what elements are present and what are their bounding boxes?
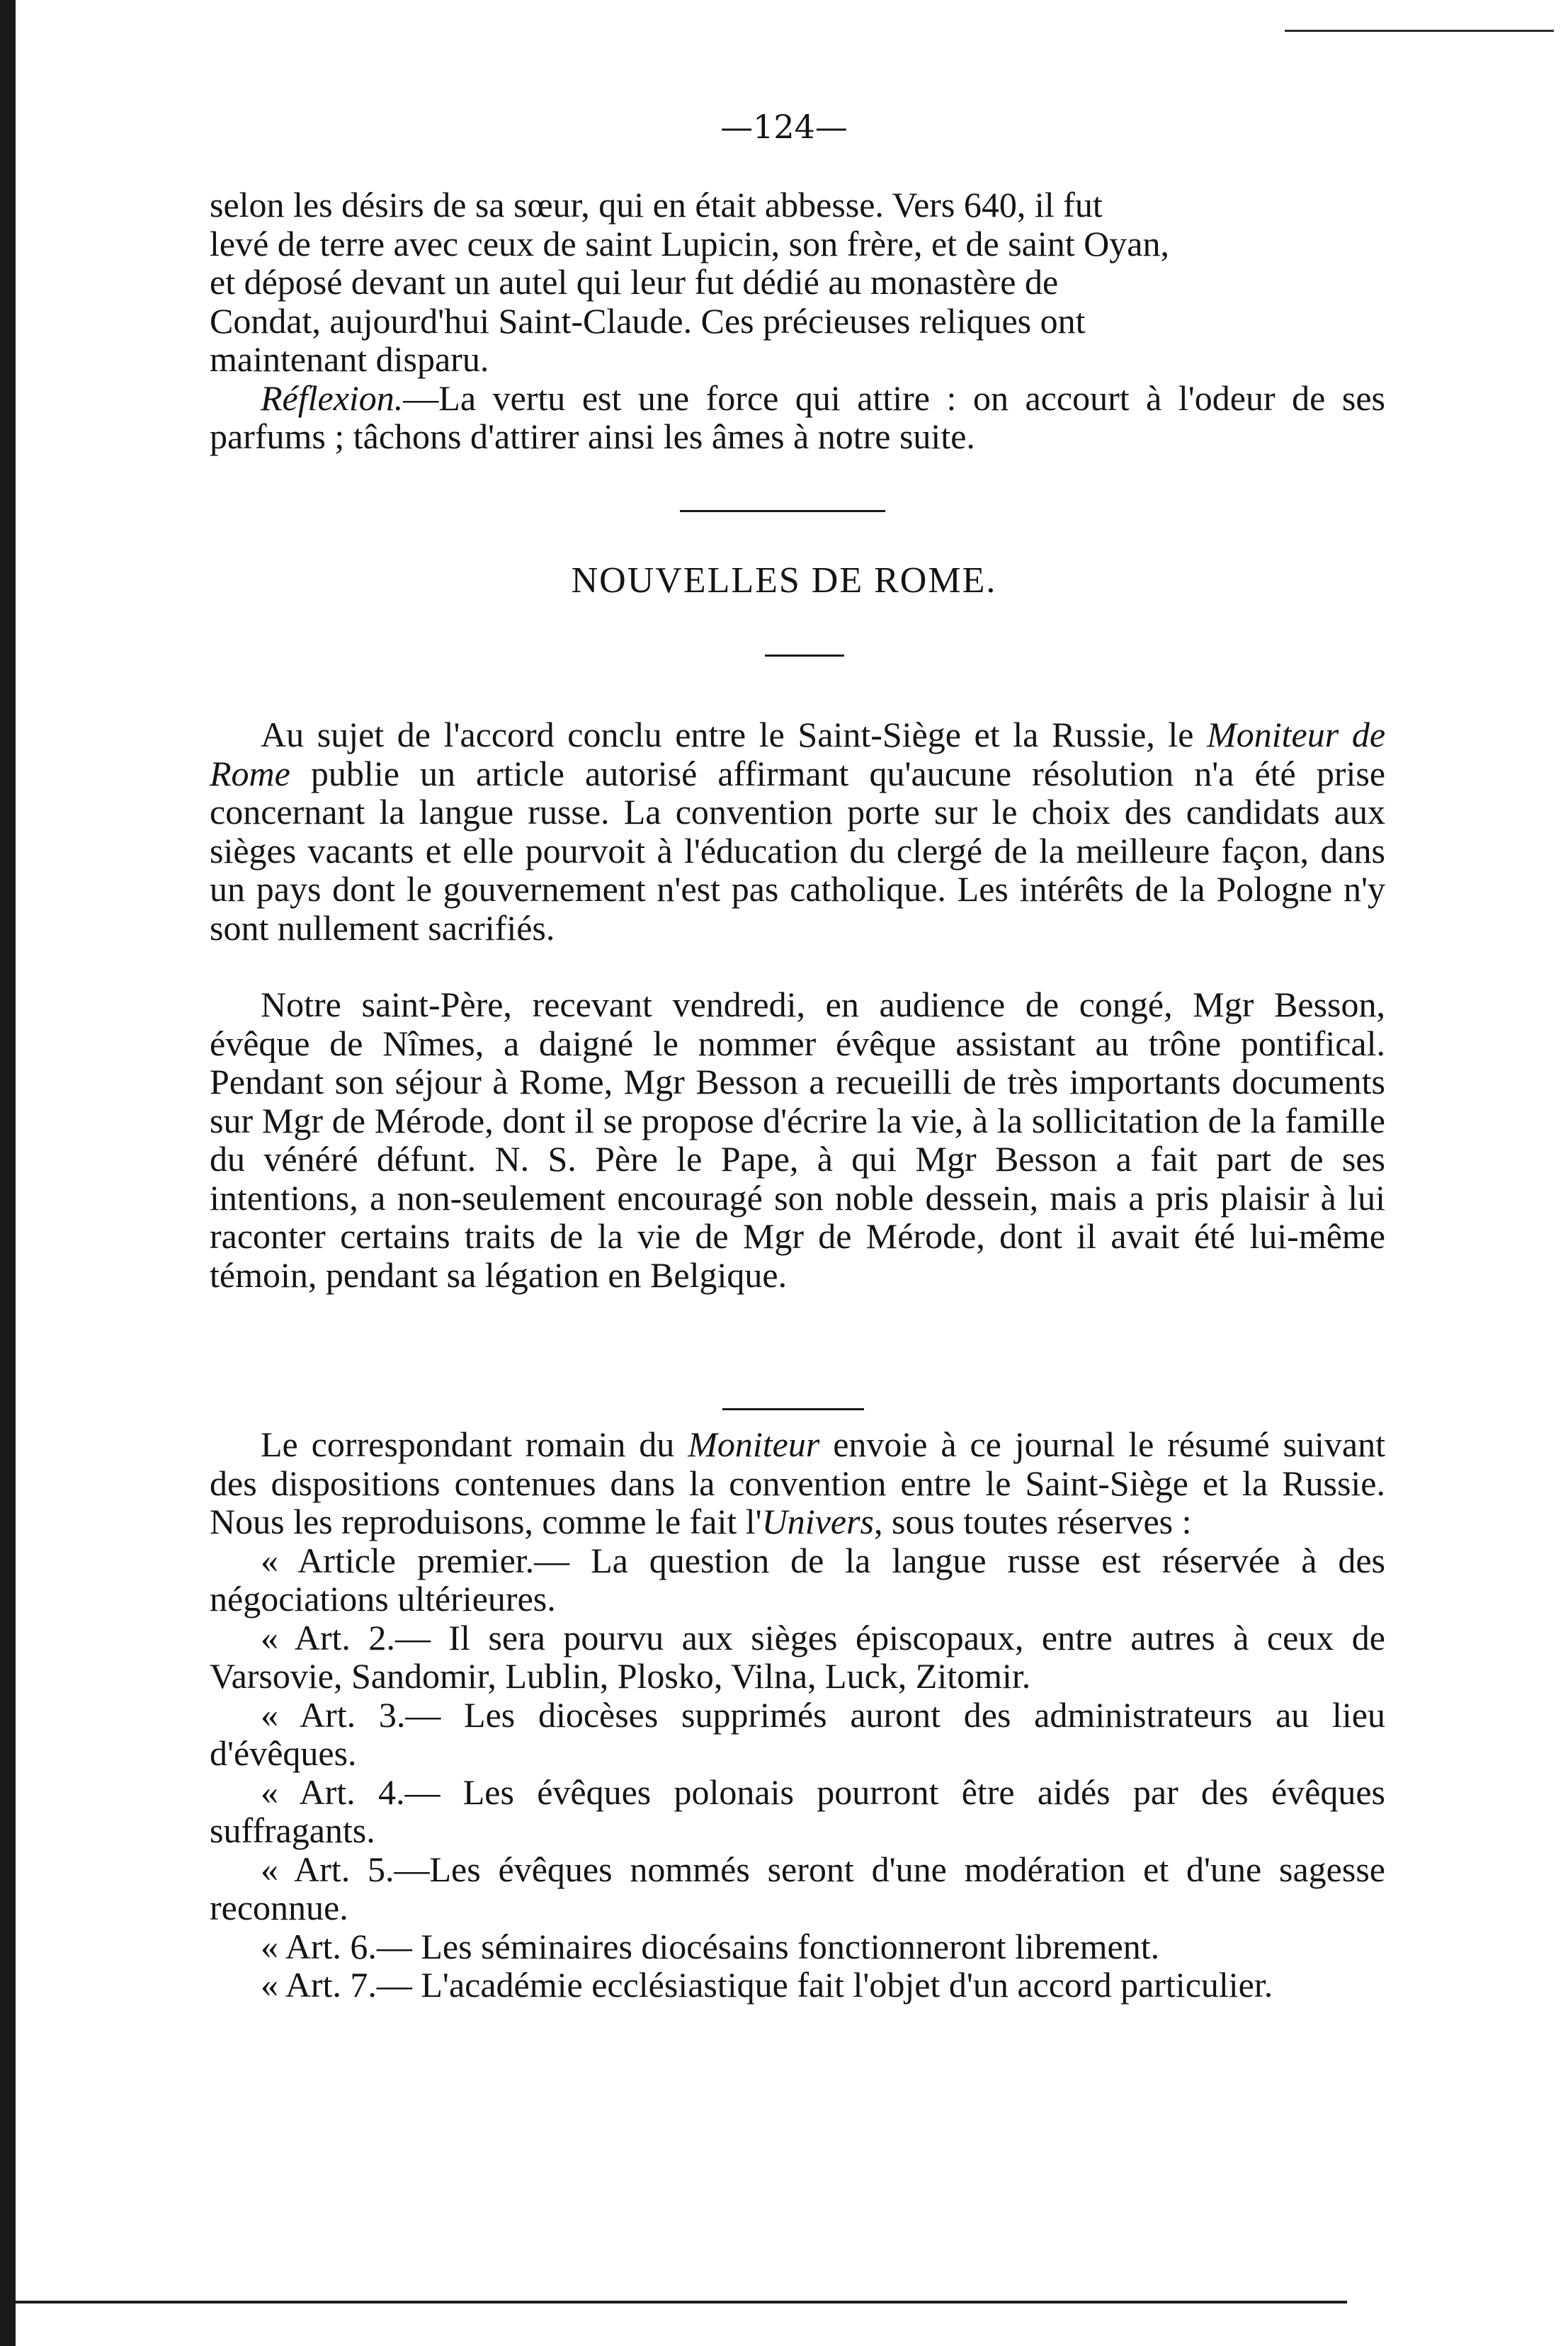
top-rule xyxy=(1285,30,1554,32)
moniteur-de-rome-title: Moniteur de Rome xyxy=(210,715,1386,793)
line-4: Condat, aujourd'hui Saint-Claude. Ces précieuses reliques ont xyxy=(210,300,1086,341)
section-heading: NOUVELLES DE ROME. xyxy=(571,560,997,601)
article-5: « Art. 5.—Les évêques nommés seront d'une modération et d'une sagesse reconnue. xyxy=(210,1849,1385,1927)
line-2: levé de terre avec ceux de saint Lupicin, son frère, et de saint Oyan, xyxy=(210,223,1169,264)
paragraph-accord xyxy=(210,715,1385,947)
text-block-3 xyxy=(210,1425,1385,2005)
article-2: « Art. 2.— Il sera pourvu aux sièges épiscopaux, entre autres à ceux de Varsovie, Sandomir, Lublin, Plosko, Vilna, Luck, Zitomir. xyxy=(210,1617,1385,1696)
separator-rule xyxy=(680,510,885,512)
text-block-1 xyxy=(210,186,1385,456)
paragraph-convention xyxy=(210,1425,1385,1541)
text-block-2 xyxy=(210,715,1385,1294)
page-edge xyxy=(0,0,16,2346)
short-rule xyxy=(765,654,844,657)
line-5: maintenant disparu. xyxy=(210,339,489,379)
reflexion-paragraph xyxy=(210,379,1385,456)
paragraph-convention-start: Le correspondant romain du xyxy=(261,1424,675,1464)
article-3: « Art. 3.— Les diocèses supprimés auront des administrateurs au lieu d'évêques. xyxy=(210,1694,1385,1773)
paragraph-convention-mid: envoie à ce journal le résumé suivant des dispositions contenues dans la convention entre le Saint-Siège et la Russie. Nous les reproduisons, comme le fait l' xyxy=(210,1424,1385,1541)
reflexion-text: —La vertu est une force qui attire : on accourt à l'odeur de ses parfums ; tâchons d'attirer ainsi les âmes à notre suite. xyxy=(210,378,1385,456)
reflexion-label: Réflexion. xyxy=(261,378,404,418)
article-1: « Article premier.— La question de la langue russe est réservée à des négociations ultérieures. xyxy=(210,1540,1385,1619)
paragraph-accord-rest: publie un article autorisé affirmant qu'aucune résolution n'a été prise concernant la langue russe. La convention porte sur le choix des candidats aux sièges vacants et elle pourvoit à l'éducation du clergé de la meilleure façon, dans un pays dont le gouvernement n'est pas catholique. Les intérêts de la Pologne n'y sont nullement sacrifiés. xyxy=(210,753,1386,948)
paragraph-accord-start: Au sujet de l'accord conclu entre le Saint-Siège et la Russie, le xyxy=(261,715,1194,754)
page-number: —124— xyxy=(720,108,848,146)
paragraph-besson: Notre saint-Père, recevant vendredi, en audience de congé, Mgr Besson, évêque de Nîmes, a daigné le nommer évêque assistant au trône pontifical. Pendant son séjour à Rome, Mgr Besson a recueilli de très importants documents sur Mgr de Mérode, dont il se propose d'écrire la vie, à la sollicitation de la famille du vénéré défunt. N. S. Père le Pape, à qui Mgr Besson a fait part de ses intentions, a non-seulement encouragé son noble dessein, mais a pris plaisir à lui raconter certains traits de la vie de Mgr de Mérode, dont il avait été lui-même témoin, pendant sa légation en Belgique. xyxy=(210,985,1385,1295)
article-4: « Art. 4.— Les évêques polonais pourront être aidés par des évêques suffragants. xyxy=(210,1772,1385,1850)
separator-rule-2 xyxy=(722,1408,864,1410)
line-3: et déposé devant un autel qui leur fut dédié au monastère de xyxy=(210,262,1059,302)
article-7: « Art. 7.— L'académie ecclésiastique fait l'objet d'un accord particulier. xyxy=(261,1965,1273,2005)
article-6: « Art. 6.— Les séminaires diocésains fonctionneront librement. xyxy=(261,1926,1160,1966)
paragraph-convention-end: , sous toutes réserves : xyxy=(874,1502,1192,1541)
moniteur-title: Moniteur xyxy=(688,1424,820,1464)
bottom-rule xyxy=(16,2301,1347,2304)
univers-title: Univers xyxy=(761,1502,874,1541)
line-1: selon les désirs de sa sœur, qui en était abbesse. Vers 640, il fut xyxy=(210,185,1103,225)
